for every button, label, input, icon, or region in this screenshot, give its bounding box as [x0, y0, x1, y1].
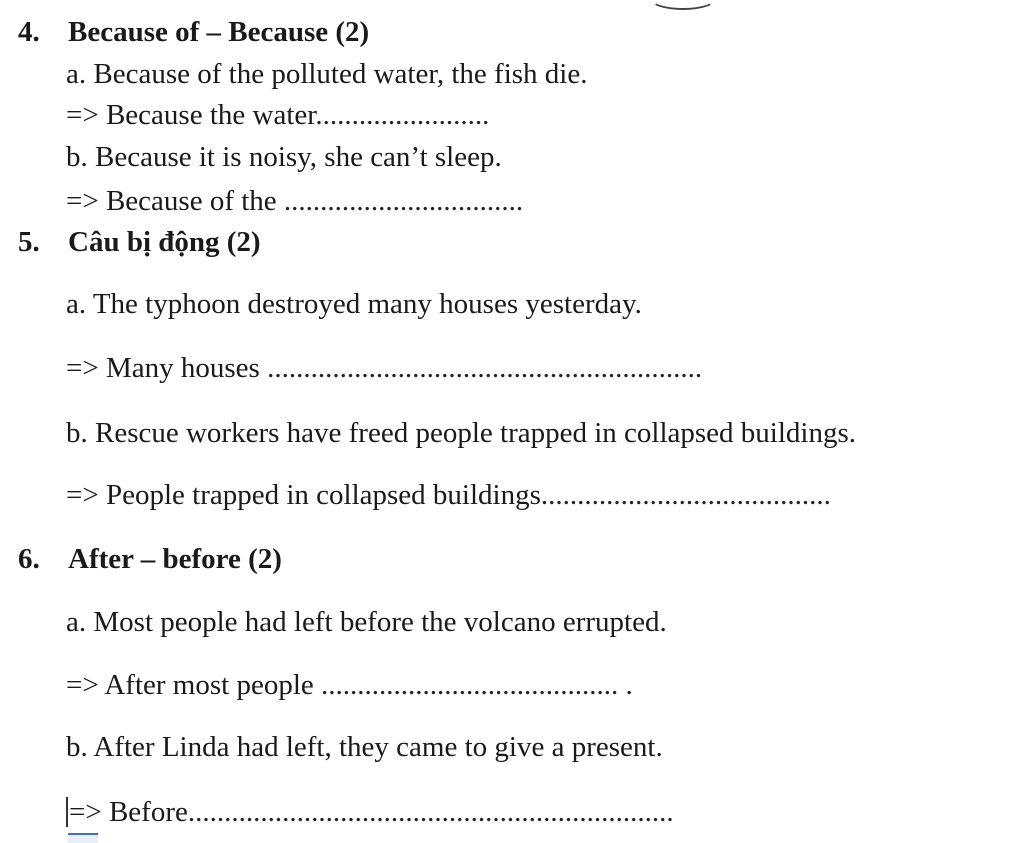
answer-blank[interactable]: ............................................................: [267, 352, 703, 384]
answer-blank[interactable]: ........................: [315, 99, 490, 131]
answer-prefix: => Many houses: [66, 352, 268, 384]
answer-5a: [66, 351, 702, 385]
question-4a: a. Because of the polluted water, the fish die.: [66, 58, 588, 90]
answer-prefix: => After most people: [66, 669, 321, 701]
question-6b: b. After Linda had left, they came to give a present.: [66, 731, 663, 763]
section-title: After – before (2): [68, 543, 282, 575]
question-4b: b. Because it is noisy, she can’t sleep.: [66, 141, 502, 173]
section-title: Câu bị động (2): [68, 226, 261, 258]
answer-6b: [66, 795, 674, 829]
section-number: 4.: [18, 16, 40, 48]
answer-blank[interactable]: ...................................................................: [187, 796, 674, 828]
answer-prefix: => Because the water: [66, 99, 316, 131]
question-5a: a. The typhoon destroyed many houses yesterday.: [66, 288, 642, 320]
decorative-arc-mark: [650, 0, 716, 10]
answer-prefix: => People trapped in collapsed buildings: [66, 479, 541, 511]
answer-blank[interactable]: ......................................... .: [321, 669, 633, 701]
answer-blank[interactable]: ........................................: [540, 479, 831, 511]
section-number: 5.: [18, 226, 40, 258]
answer-prefix: => Because of the: [66, 185, 284, 217]
section-number: 6.: [18, 543, 40, 575]
question-6a: a. Most people had left before the volcano errupted.: [66, 606, 667, 638]
question-5b: b. Rescue workers have freed people trapped in collapsed buildings.: [66, 417, 856, 449]
text-cursor: [66, 797, 68, 827]
answer-5b: [66, 478, 831, 512]
answer-6a: [66, 668, 633, 702]
answer-prefix: => Before: [69, 796, 188, 828]
answer-4a: [66, 98, 489, 132]
answer-4b: [66, 184, 523, 218]
answer-blank[interactable]: .................................: [283, 185, 524, 217]
section-title: Because of – Because (2): [68, 16, 370, 48]
